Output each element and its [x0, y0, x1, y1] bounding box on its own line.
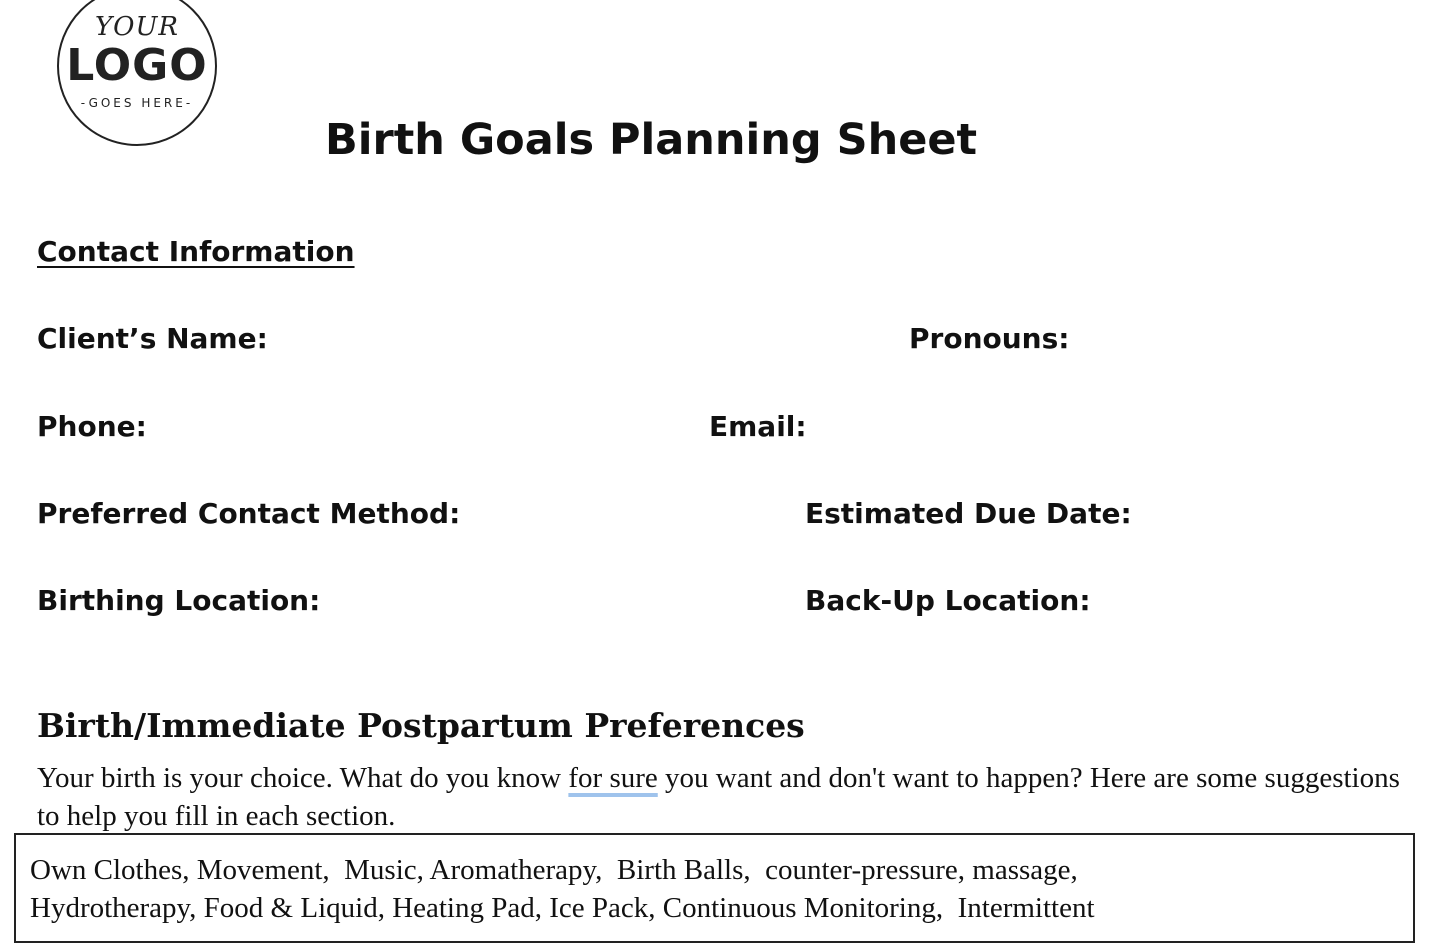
- birthing-location-label: Birthing Location:: [37, 584, 321, 617]
- intro-text-start: Your birth is your choice. What do you know: [37, 762, 569, 794]
- page-title: Birth Goals Planning Sheet: [325, 115, 978, 165]
- logo-main-text: LOGO: [66, 40, 208, 91]
- client-name-label: Client’s Name:: [37, 322, 268, 355]
- estimated-due-date-label: Estimated Due Date:: [805, 497, 1132, 530]
- preferences-intro: [37, 759, 1417, 835]
- preferences-heading: Birth/Immediate Postpartum Preferences: [37, 706, 805, 745]
- suggestions-box[interactable]: Own Clothes, Movement, Music, Aromatherapy, Birth Balls, counter-pressure, massage, Hydrotherapy, Food & Liquid, Heating Pad, Ice Pack, Continuous Monitoring, Intermittent: [14, 833, 1415, 943]
- logo-tagline: -GOES HERE-: [80, 96, 194, 110]
- email-label: Email:: [709, 410, 807, 443]
- logo: [57, 0, 217, 146]
- intro-text-end: you want and don't want to happen? Here are some suggestions to help you fill in each section.: [37, 762, 1400, 832]
- backup-location-label: Back-Up Location:: [805, 584, 1091, 617]
- logo-your-text: YOUR: [95, 12, 179, 42]
- pronouns-label: Pronouns:: [909, 322, 1070, 355]
- phone-label: Phone:: [37, 410, 147, 443]
- intro-highlight: for sure: [568, 762, 658, 794]
- preferred-contact-method-label: Preferred Contact Method:: [37, 497, 461, 530]
- contact-information-heading: Contact Information: [37, 235, 355, 268]
